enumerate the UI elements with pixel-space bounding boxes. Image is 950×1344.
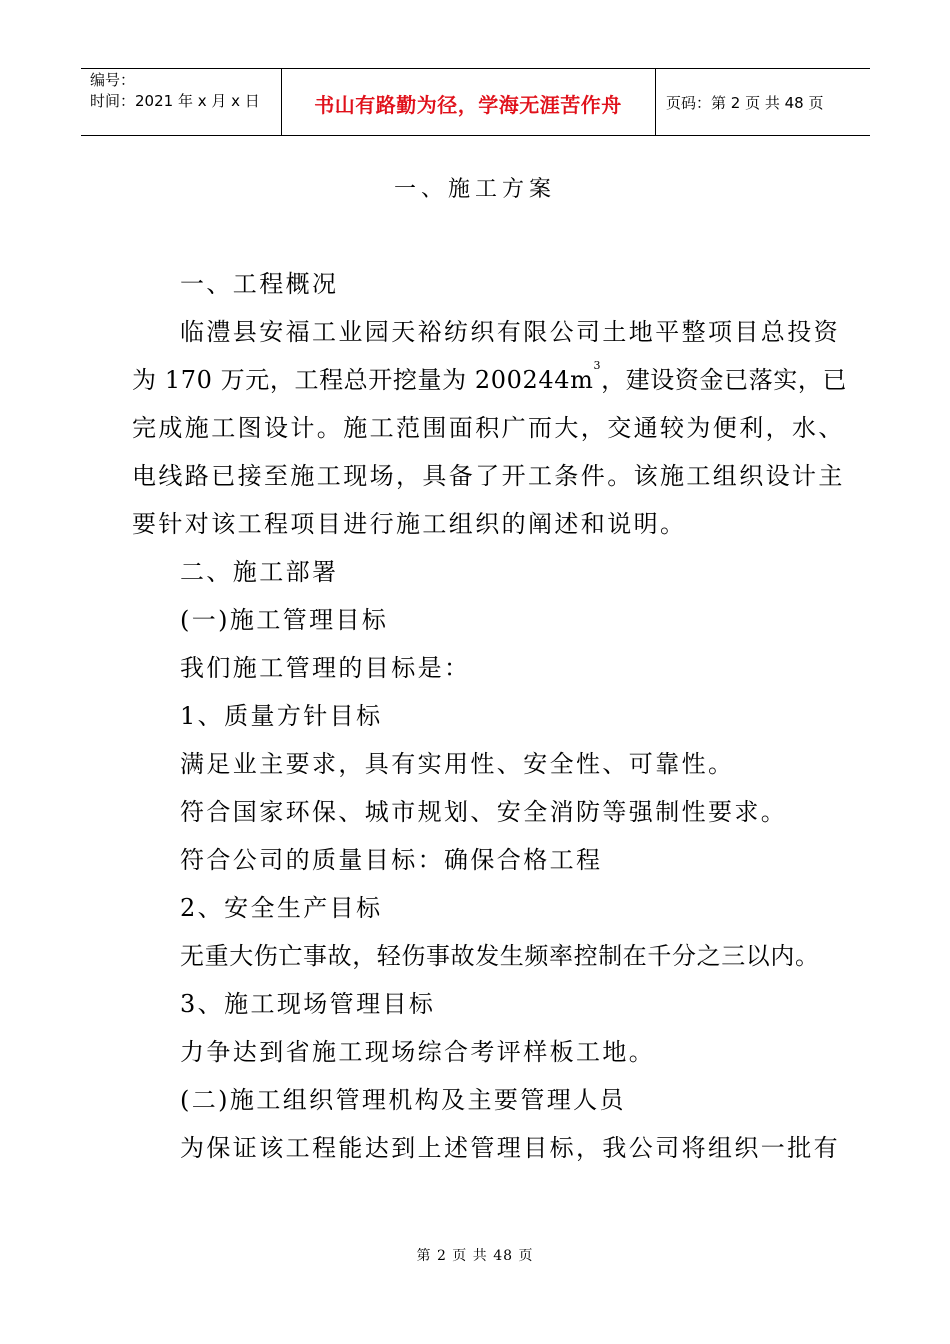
paragraph-line: 完成施工图设计。施工范围面积广而大，交通较为便利，水、 [132,414,845,442]
paragraph-line: 无重大伤亡事故，轻伤事故发生频率控制在千分之三以内。 [180,942,820,970]
header-page-code: 页码：第 2 页 共 48 页 [666,94,824,112]
paragraph-line: 电线路已接至施工现场，具备了开工条件。该施工组织设计主 [132,462,845,490]
subsection-heading: (二)施工组织管理机构及主要管理人员 [180,1086,626,1114]
paragraph-line: 我们施工管理的目标是： [180,654,471,682]
paragraph-line: 符合国家环保、城市规划、安全消防等强制性要求。 [180,798,788,826]
text-span: 为 170 万元，工程总开挖量为 200244m [132,366,594,394]
page-footer: 第 2 页 共 48 页 [416,1248,534,1264]
item-heading: 2、安全生产目标 [180,894,383,922]
paragraph-line [132,356,848,404]
header-top-rule [81,68,870,69]
text-span: ，建设资金已落实，已 [601,366,848,394]
header-meta [90,70,260,112]
document-body [132,260,848,1172]
time-label: 时间：2021 年 x 月 x 日 [90,92,260,110]
paragraph-line: 符合公司的质量目标：确保合格工程 [180,846,603,874]
section-heading: 二、施工部署 [180,558,339,586]
paragraph-line: 满足业主要求，具有实用性、安全性、可靠性。 [180,750,735,778]
number-label: 编号： [90,71,136,89]
item-heading: 1、质量方针目标 [180,702,383,730]
subsection-heading: (一)施工管理目标 [180,606,389,634]
header-divider [655,68,656,135]
paragraph-line: 要针对该工程项目进行施工组织的阐述和说明。 [132,510,687,538]
item-heading: 3、施工现场管理目标 [180,990,436,1018]
paragraph-line: 临澧县安福工业园天裕纺织有限公司土地平整项目总投资 [180,318,840,346]
page-title: 一、施工方案 [393,177,556,202]
paragraph-line: 力争达到省施工现场综合考评样板工地。 [180,1038,656,1066]
paragraph-line: 为保证该工程能达到上述管理目标，我公司将组织一批有 [180,1134,840,1162]
header-bottom-rule [81,135,870,136]
section-heading: 一、工程概况 [180,270,339,298]
header-motto: 书山有路勤为径，学海无涯苦作舟 [314,93,622,117]
superscript: 3 [593,359,602,372]
